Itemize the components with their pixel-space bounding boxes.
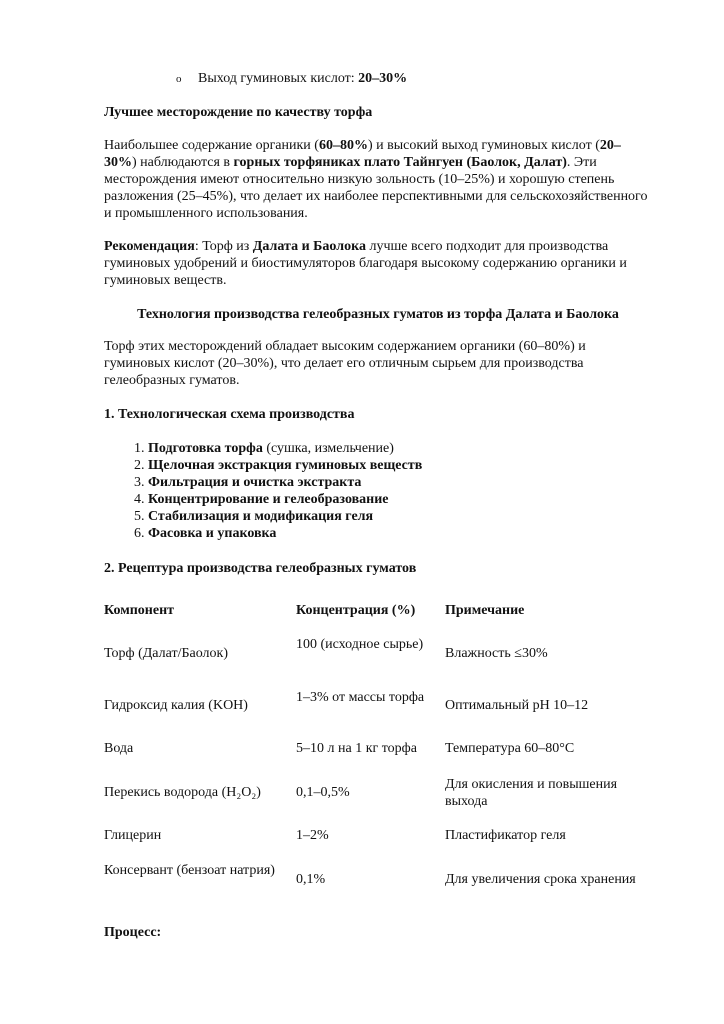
table-cell: 1–3% от массы торфа [296,690,425,705]
table-cell: Консервант (бензоат натрия) [104,863,275,878]
bullet-marker: o [176,73,182,85]
column-header-note: Примечание [445,603,525,618]
table-cell: Влажность ≤30% [445,646,548,661]
table-cell: 100 (исходное сырье) [296,637,424,652]
table-cell: 0,1–0,5% [296,785,350,800]
intro-paragraph: Торф этих месторождений обладает высоким содержанием органики (60–80%) и гуминовых кислот (20–30%), что делает его отличным сырьем для производства гелеобразных гуматов. [104,339,586,388]
bullet-text: Выход гуминовых кислот: [198,71,355,86]
table-cell: Для увеличения срока хранения [445,872,636,887]
list-item: 2. Щелочная экстракция гуминовых веществ [148,457,422,474]
recommendation-label: Рекомендация [104,239,195,254]
scheme-steps-list [124,440,422,542]
scheme-heading: 1. Технологическая схема производства [104,407,355,422]
list-item: 4. Концентрирование и гелеобразование [148,491,422,508]
table-cell: 5–10 л на 1 кг торфа [296,741,417,756]
table-cell: Оптимальный pH 10–12 [445,698,589,713]
best-deposit-heading: Лучшее месторождение по качеству торфа [104,105,373,120]
list-item: 1. Подготовка торфа (сушка, измельчение) [148,440,422,457]
table-cell: Вода [104,741,134,756]
table-cell: Перекись водорода (H₂O₂) [104,785,261,800]
column-header-component: Компонент [104,603,175,618]
table-cell: Пластификатор геля [445,828,566,843]
bullet-value: 20–30% [358,71,408,86]
table-cell: Температура 60–80°C [445,741,575,756]
technology-heading: Технология производства гелеобразных гуматов из торфа Далата и Баолока [137,307,619,322]
bullet-humic-yield [176,70,407,88]
list-item: 5. Стабилизация и модификация геля [148,508,422,525]
recipe-heading: 2. Рецептура производства гелеобразных гуматов [104,561,417,576]
table-cell: Для окисления и повышения выхода [445,777,618,809]
process-heading: Процесс: [104,925,162,940]
table-cell: Торф (Далат/Баолок) [104,646,228,661]
table-cell: 0,1% [296,872,326,887]
column-header-concentration: Концентрация (%) [296,603,416,618]
table-cell: Глицерин [104,828,162,843]
recommendation-paragraph: Рекомендация: Торф из Далата и Баолока лучше всего подходит для производства гуминовых удобрений и биостимуляторов благодаря высокому содержанию органики и гуминовых веществ. [104,239,627,288]
table-cell: 1–2% [296,828,329,843]
list-item: 3. Фильтрация и очистка экстракта [148,474,422,491]
best-deposit-paragraph: Наибольшее содержание органики (60–80%) и высокий выход гуминовых кислот (20–30%) наблюдаются в горных торфяниках плато Тайнгуен (Баолок, Далат). Эти месторождения имеют относительно низкую зольность (10–25%) и хорошую степень разложения (25–45%), что делает их наиболее перспективными для сельскохозяйственного и промышленного использования. [104,138,648,221]
table-cell: Гидроксид калия (KOH) [104,698,248,713]
list-item: 6. Фасовка и упаковка [148,525,422,542]
